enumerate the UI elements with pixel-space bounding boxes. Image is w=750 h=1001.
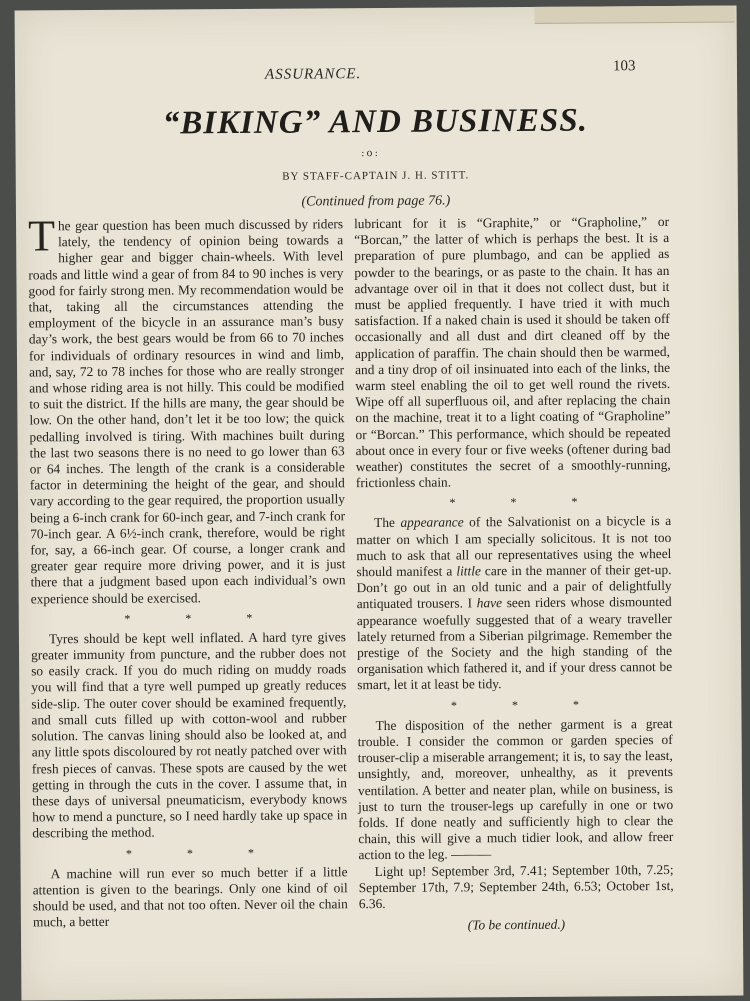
paragraph-trousers: The disposition of the nether garment is a great trouble. I consider the common or garden species of trouser-clip a miserable arrangement; it is, to say the least, unsightly, and, moreover, unhealthy, as it prevents ventilation. A better and neater plan, while on business, is just to turn the trouser-legs up carefully in one or two folds. If done neatly and sufficiently high to clear the chain, this will give a much tidier look, and allow freer action to the leg. ——— xyxy=(357,715,674,863)
paragraph-tyres: Tyres should be kept well inflated. A hard tyre gives greater immunity from puncture, and the rubber does not so easily crack. If you do much riding on muddy roads you will find that a tyre well pumped up greatly reduces side-slip. The outer cover should be examined frequently, and small cuts filled up with cotton-wool and rubber solution. The canvas lining should also be looked at, and any little spots discoloured by rot neatly patched over with fresh pieces of canvas. These spots are caused by the wet getting in through the cuts in the cover. I assume that, in these days of universal pneumaticism, everybody knows how to mend a puncture, so I need hardly take up space in describing the method. xyxy=(31,629,348,841)
section-divider: * * * xyxy=(449,494,604,510)
right-column xyxy=(354,214,674,935)
emphasis: little xyxy=(456,563,481,579)
left-column xyxy=(27,211,348,931)
paragraph-bearings: A machine will run ever so much better if a little attention is given to the bearings. Only one kind of oil should be used, and that not too often. Never oil the chain much, a better xyxy=(32,863,348,930)
emphasis: appearance xyxy=(400,514,464,531)
to-be-continued: (To be continued.) xyxy=(467,916,566,933)
paragraph-gear: The gear question has been much discussed by riders lately, the tendency of opinion being towards a higher gear and bigger chain-wheels. With level roads and little wind a gear of from 84 to 90 inches is very good for fairly strong men. My recommendation would be that, taking all the circumstances attending the employment of the bicycle in an assurance man’s busy day’s work, the best gears would be from 66 to 70 inches for individuals of ordinary resources in wind and limb, and, say, 72 to 78 inches for those who are really stronger and whose riding area is not hilly. This could be modified to suit the district. If the hills are many, the gear should be low. On the other hand, don’t let it be too low; the quick pedalling involved is tiring. With machines built during the last two seasons there is no need to go lower than 63 or 64 inches. The length of the crank is a considerable factor in determining the height of the gear, and should vary according to the gear required, the proportion usually being a 6-inch crank for 60-inch gear, and 7-inch crank for 70-inch gear. A 6½-inch crank, therefore, would be right for, say, a 66-inch gear. Of course, a longer crank and greater gear require more driving power, and it is just there that a judgment based upon each individual’s own experience should be exercised. xyxy=(27,211,346,607)
title-ornament: :o: xyxy=(361,147,380,160)
section-divider: * * * xyxy=(124,610,279,626)
page-number: 103 xyxy=(612,58,636,75)
paragraph-lubricant: lubricant for it is “Graphite,” or “Grapholine,” or “Borcan,” the latter of which is perhaps the best. It is a preparation of pure plumbago, and can be applied as powder to the bearings, or as paste to the chain. It has an advantage over oil in that it does not collect dust, but it must be applied frequently. I have tried it with much satisfaction. If a naked chain is used it should be taken off occasionally and all dust and dirt cleaned off by the application of paraffin. The chain should then be warmed, and a tiny drop of oil insinuated into each of the links, the warm steel enabling the oil to get well round the rivets. Wipe off all superfluous oil, and after replacing the chain on the machine, treat it to a light coating of “Grapholine” or “Borcan.” This performance, which should be repeated about once in every four or five weeks (oftener during bad weather) constitutes the secret of a smoothly-running, frictionless chain. xyxy=(353,213,671,491)
running-head: ASSURANCE. xyxy=(264,66,362,83)
text-span: seen riders whose dismounted appearance woefully suggested that of a weary traveller lately returned from a Siberian pilgrimage. Remember the prestige of the Society and the high standing of the organisation which fathered it, and if your dress cannot be smart, let it at least be tidy. xyxy=(356,594,673,693)
text-span: The xyxy=(374,515,401,531)
section-divider: * * * xyxy=(125,845,280,861)
paragraph-light-up: Light up! September 3rd, 7.41; September 10th, 7.25; September 17th, 7.9; September 24th, 6.53; October 1st, 6.36. xyxy=(358,861,674,912)
text-span: care in the manner of their get-up. Don’t go out in an old tunic and a pair of delightfully antiquated trousers. I xyxy=(356,562,672,612)
byline: BY STAFF-CAPTAIN J. H. STITT. xyxy=(282,169,470,183)
section-divider: * * * xyxy=(450,697,605,713)
torn-page-edge xyxy=(535,6,735,24)
article-title: “BIKING” AND BUSINESS. xyxy=(162,102,589,142)
emphasis: have xyxy=(476,595,503,611)
text-span: of the Salvationist on a bicycle is a matter on which I am specially solicitous. It is not too much to ask that all our representatives using the wheel should manifest a xyxy=(356,513,672,580)
magazine-page xyxy=(15,5,744,1000)
continued-note: (Continued from page 76.) xyxy=(301,193,451,210)
paragraph-appearance xyxy=(356,513,672,693)
